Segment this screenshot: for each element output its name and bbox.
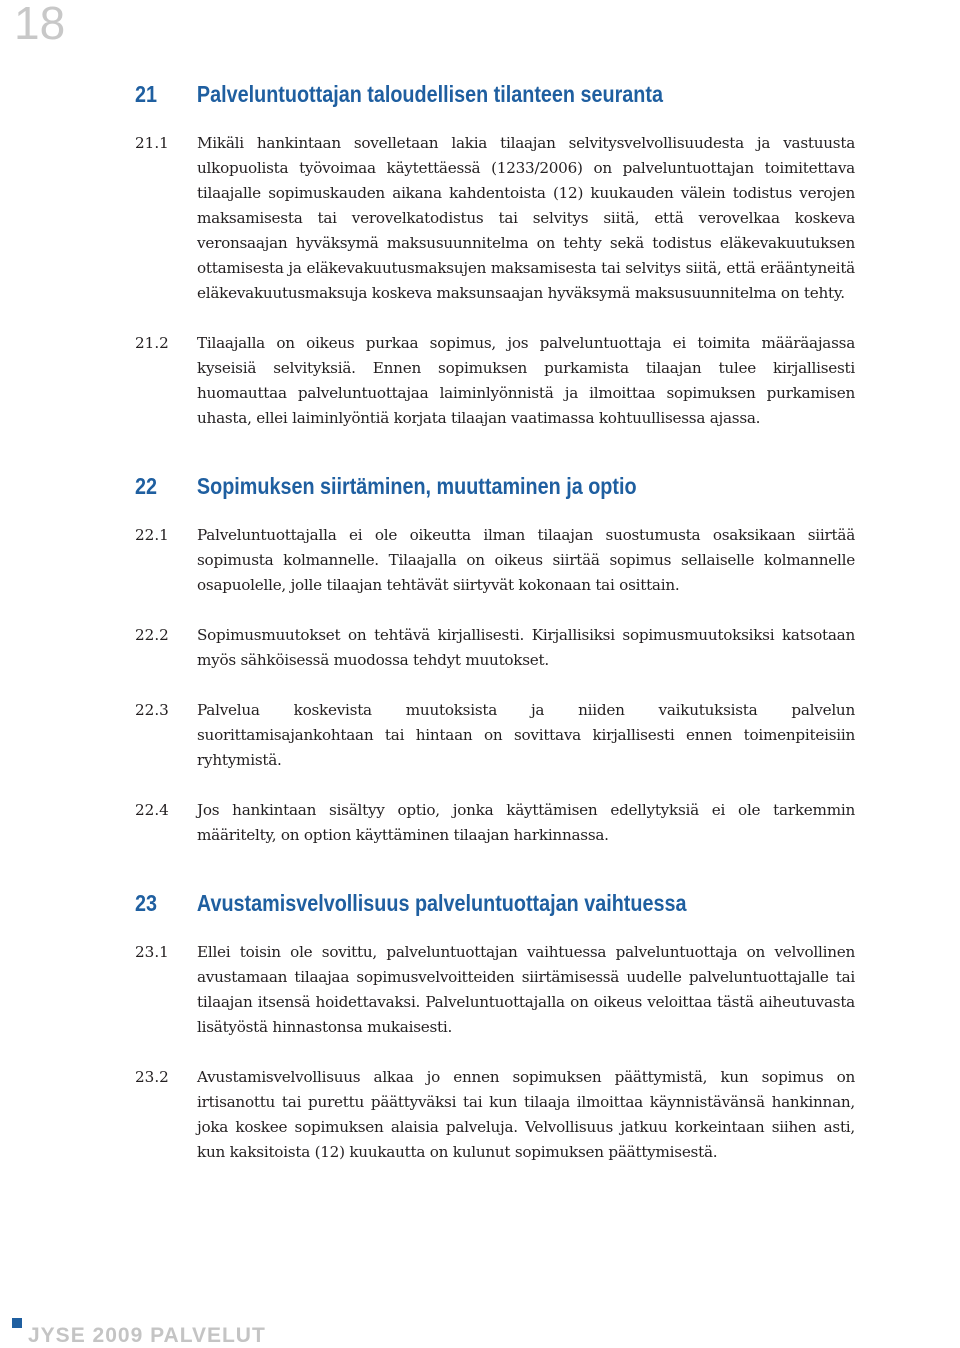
section-heading [135,79,853,109]
clause-22-2 [135,623,855,673]
clause-text: Ellei toisin ole sovittu, palveluntuottajan vaihtuessa palveluntuottaja on velvollinen avustamaan tilaajaa sopimusvelvoitteiden siirtämisessä uudelle palveluntuottajalle tai tilaajan itsensä hoidettavaksi. Palveluntuottajalla on oikeus veloittaa tästä aiheutuvasta lisätyöstä hinnastonsa mukaisesti. [197,943,855,1036]
clause-text: Tilaajalla on oikeus purkaa sopimus, jos palveluntuottaja ei toimita määräajassa kyseisiä selvityksiä. Ennen sopimuksen purkamista tilaajan tulee kirjallisesti huomauttaa palveluntuottajaa laiminlyönnistä ja ilmoittaa sopimuksen purkamisen uhasta, ellei laiminlyöntiä korjata tilaajan vaatimassa kohtuullisessa ajassa. [197,334,855,427]
clause-number: 21.2 [135,334,169,352]
section-heading [135,888,853,918]
page-number: 18 [14,0,66,49]
section-22 [135,471,855,848]
section-heading [135,471,853,501]
clause-22-4 [135,798,855,848]
document-body [135,79,855,1165]
section-number: 21 [135,81,158,107]
section-21 [135,79,855,431]
footer [12,1318,266,1348]
clause-23-2 [135,1065,855,1165]
clause-text: Palveluntuottajalla ei ole oikeutta ilman tilaajan suostumusta osaksikaan siirtää sopimusta kolmannelle. Tilaajalla on oikeus siirtää sopimus sellaiselle kolmannelle osapuolelle, jolle tilaajan tehtävät siirtyvät kokonaan tai osittain. [197,526,855,594]
clause-21-1 [135,131,855,306]
section-title: Avustamisvelvollisuus palveluntuottajan vaihtuessa [196,890,687,916]
clause-number: 22.3 [135,701,169,719]
clause-text: Palvelua koskevista muutoksista ja niiden vaikutuksista palvelun suorittamisajankohtaan tai hintaan on sovittava kirjallisesti ennen toimenpiteisiin ryhtymistä. [197,701,855,769]
clause-text: Mikäli hankintaan sovelletaan lakia tilaajan selvitysvelvollisuudesta ja vastuusta ulkopuolista työvoimaa käytettäessä (1233/2006) on palveluntuottajan toimitettava tilaajalle sopimuskauden aikana kahdentoista (12) kuukauden välein todistus verojen maksamisesta tai verovelkatodistus tai selvitys siitä, että verovelkaa koskeva veronsaajan hyväksymä maksusuunnitelma on tehty sekä todistus eläkevakuutuksen ottamisesta ja eläkevakuutusmaksujen maksamisesta tai selvitys siitä, että erääntyneitä eläkevakuutusmaksuja koskeva maksunsaajan hyväksymä maksusuunnitelma on tehty. [197,134,855,302]
section-23 [135,888,855,1165]
clause-number: 23.2 [135,1068,169,1086]
footer-title: JYSE 2009 PALVELUT [28,1324,266,1347]
section-number: 23 [135,890,158,916]
section-title: Sopimuksen siirtäminen, muuttaminen ja optio [196,473,637,499]
clause-text: Sopimusmuutokset on tehtävä kirjallisesti. Kirjallisiksi sopimusmuutoksiksi katsotaan myös sähköisessä muodossa tehdyt muutokset. [197,626,855,669]
clause-text: Jos hankintaan sisältyy optio, jonka käyttämisen edellytyksiä ei ole tarkemmin määritelty, on option käyttäminen tilaajan harkinnassa. [197,801,855,844]
clause-21-2 [135,331,855,431]
clause-23-1 [135,940,855,1040]
section-title: Palveluntuottajan taloudellisen tilanteen seuranta [196,81,663,107]
clause-number: 22.1 [135,526,169,544]
section-number: 22 [135,473,158,499]
clause-number: 22.4 [135,801,169,819]
clause-text: Avustamisvelvollisuus alkaa jo ennen sopimuksen päättymistä, kun sopimus on irtisanottu tai purettu päättyväksi tai kun tilaaja ilmoittaa käynnistävänsä hankinnan, joka koskee sopimuksen alaisia palveluja. Velvollisuus jatkuu korkeintaan siihen asti, kun kaksitoista (12) kuukautta on kulunut sopimuksen päättymisestä. [197,1068,855,1161]
clause-number: 23.1 [135,943,169,961]
clause-number: 22.2 [135,626,169,644]
clause-22-3 [135,698,855,773]
clause-number: 21.1 [135,134,169,152]
footer-square-mark [12,1318,22,1328]
clause-22-1 [135,523,855,598]
